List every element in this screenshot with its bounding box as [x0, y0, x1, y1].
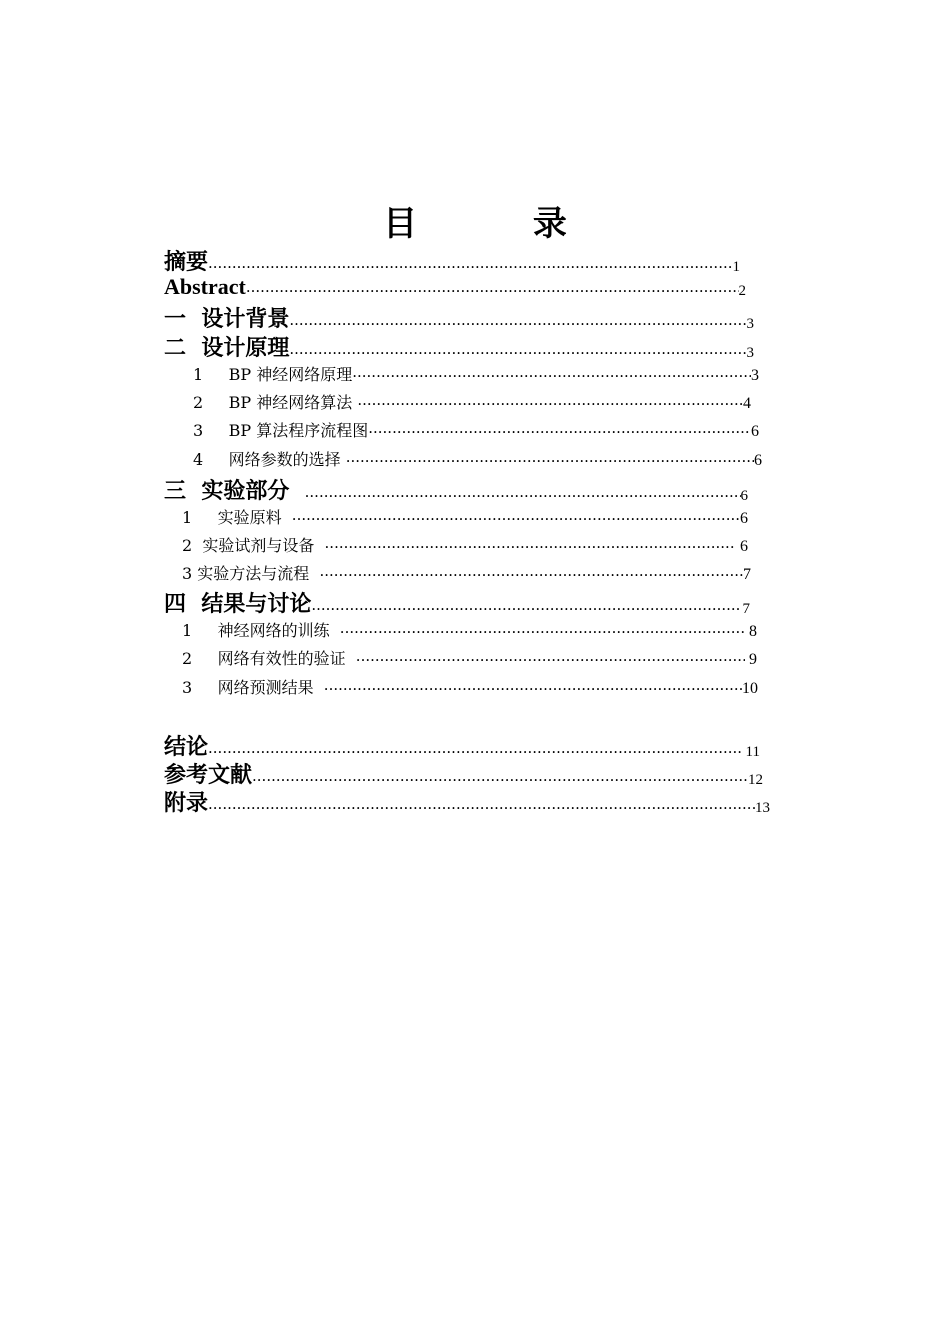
dot-leader — [305, 487, 741, 505]
toc-entry-chapter-2[interactable] — [164, 331, 754, 362]
toc-entry-label: 2 实验试剂与设备 — [182, 536, 325, 555]
toc-entry-page: 7 — [738, 601, 750, 617]
toc-entry-page: 2 — [738, 283, 746, 299]
toc-entry-page: 6 — [736, 538, 748, 555]
toc-entry-page: 3 — [751, 367, 759, 384]
toc-entry-abstract-en[interactable] — [164, 274, 746, 300]
toc-entry-page: 8 — [745, 623, 757, 640]
toc-entry-label: 二 设计原理 — [164, 335, 290, 361]
toc-entry-page: 1 — [732, 259, 740, 275]
toc-entry-3-2[interactable] — [182, 533, 748, 556]
toc-entry-label: 3 BP 算法程序流程图 — [193, 421, 369, 440]
toc-entry-label: 摘要 — [164, 249, 209, 275]
dot-leader — [340, 623, 745, 641]
toc-entry-page: 4 — [743, 395, 751, 412]
dot-leader — [289, 344, 746, 362]
toc-entry-page: 6 — [740, 488, 748, 504]
toc-entry-page: 3 — [746, 345, 754, 361]
toc-entry-label: 一 设计背景 — [164, 306, 290, 332]
toc-entry-page: 6 — [740, 510, 748, 527]
dot-leader — [368, 423, 751, 441]
toc-entry-chapter-1[interactable] — [164, 302, 754, 333]
toc-entry-page: 12 — [748, 772, 763, 788]
dot-leader — [346, 452, 754, 470]
toc-entry-3-1[interactable] — [182, 505, 748, 528]
dot-leader — [246, 282, 739, 300]
toc-entry-2-4[interactable] — [193, 447, 762, 470]
toc-entry-label: 3 实验方法与流程 — [182, 564, 320, 583]
dot-leader — [357, 395, 743, 413]
toc-entry-4-2[interactable] — [182, 646, 757, 669]
toc-entry-page: 10 — [742, 680, 758, 697]
toc-entry-label: 1 神经网络的训练 — [182, 621, 340, 640]
page-title: 目 录 — [383, 204, 619, 244]
dot-leader — [319, 566, 743, 584]
toc-entry-appendix[interactable] — [164, 786, 770, 817]
dot-leader — [208, 799, 755, 817]
toc-entry-page: 13 — [755, 800, 770, 816]
toc-entry-page: 7 — [743, 566, 751, 583]
dot-leader — [292, 510, 740, 528]
toc-entry-conclusion[interactable] — [164, 730, 760, 761]
toc-entry-label: Abstract — [164, 274, 246, 299]
toc-entry-label: 2 BP 神经网络算法 — [193, 393, 358, 412]
dot-leader — [352, 367, 751, 385]
toc-entry-page: 6 — [751, 423, 759, 440]
toc-entry-page: 9 — [745, 651, 757, 668]
toc-entry-2-3[interactable] — [193, 418, 759, 441]
dot-leader — [324, 680, 742, 698]
toc-entry-label: 结论 — [164, 734, 209, 760]
toc-entry-2-2[interactable] — [193, 390, 751, 413]
toc-entry-abstract-cn[interactable] — [164, 245, 740, 276]
toc-entry-2-1[interactable] — [193, 362, 759, 385]
toc-entry-label: 1 BP 神经网络原理 — [193, 365, 353, 384]
toc-entry-chapter-4[interactable] — [164, 587, 750, 618]
toc-entry-4-1[interactable] — [182, 618, 757, 641]
toc-entry-label: 2 网络有效性的验证 — [182, 649, 356, 668]
toc-entry-page: 3 — [746, 316, 754, 332]
toc-entry-label: 3 网络预测结果 — [182, 678, 324, 697]
toc-entry-3-3[interactable] — [182, 561, 751, 584]
toc-entry-page: 6 — [754, 452, 762, 469]
dot-leader — [356, 651, 745, 669]
toc-entry-label: 参考文献 — [164, 762, 253, 788]
toc-entry-label: 四 结果与讨论 — [164, 591, 312, 617]
dot-leader — [325, 538, 736, 556]
dot-leader — [311, 600, 738, 618]
toc-entry-chapter-3[interactable] — [164, 474, 748, 505]
toc-entry-label: 1 实验原料 — [182, 508, 292, 527]
toc-entry-4-3[interactable] — [182, 675, 758, 698]
toc-entry-page: 11 — [741, 744, 760, 760]
toc-entry-label: 三 实验部分 — [164, 478, 305, 504]
toc-entry-label: 附录 — [164, 790, 209, 816]
toc-entry-references[interactable] — [164, 758, 763, 789]
toc-entry-label: 4 网络参数的选择 — [193, 450, 346, 469]
